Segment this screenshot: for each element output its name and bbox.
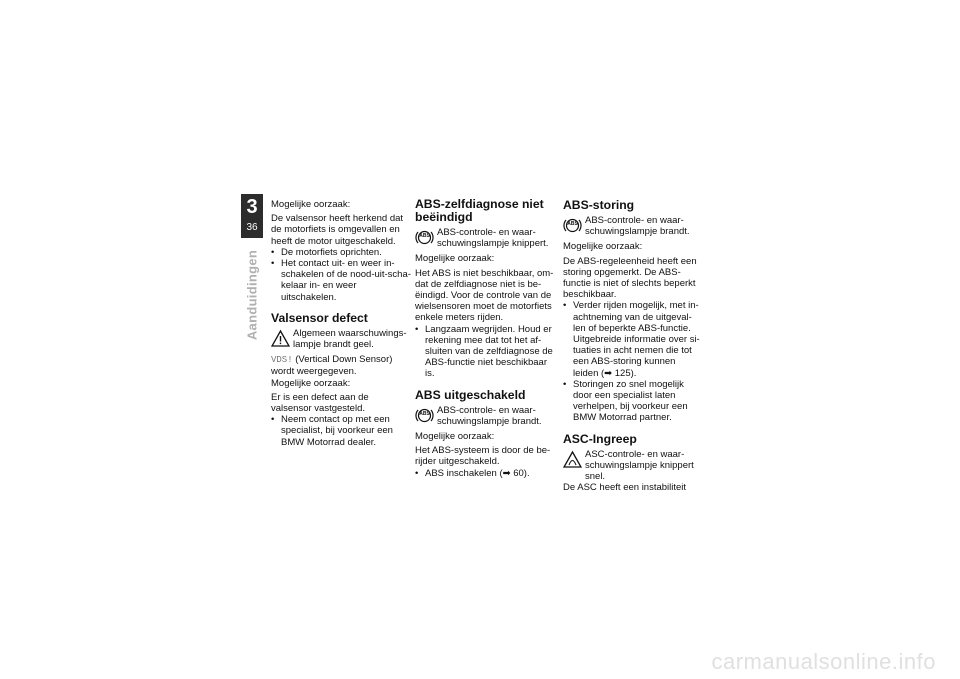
display-code-text: (Vertical Down Sensor) wordt weergegeven. bbox=[271, 354, 393, 378]
section-title-abs-fault: ABS-storing bbox=[563, 198, 635, 212]
icon-label: ABS bbox=[419, 410, 430, 417]
column-3 bbox=[563, 199, 703, 493]
list-item: • Het contact uit- en weer in-schakelen of de nood-uit-scha-kelaar in- en weer uitschakelen. bbox=[271, 258, 411, 303]
display-code: VDS! bbox=[271, 355, 293, 366]
cause-label: Mogelijke oorzaak: bbox=[271, 377, 351, 389]
body-text: De ASC heeft een instabiliteit bbox=[563, 482, 687, 494]
list-item: • Storingen zo snel mogelijk door een specialist laten verhelpen, bij voorkeur een BMW Motorrad partner. bbox=[563, 379, 703, 424]
warning-text: ASC-controle- en waar-schuwingslampje knippert snel. bbox=[585, 448, 694, 483]
warning-block bbox=[271, 328, 411, 350]
list-item: • Neem contact op met een specialist, bij voorkeur een BMW Motorrad dealer. bbox=[271, 414, 411, 448]
action-list bbox=[271, 414, 411, 448]
action-list bbox=[415, 324, 555, 380]
chapter-title: Aanduidingen bbox=[244, 249, 260, 341]
section-title-asc: ASC-Ingreep bbox=[563, 431, 637, 446]
list-item: • De motorfiets oprichten. bbox=[271, 247, 411, 258]
warning-text: ABS-controle- en waar-schuwingslampje knippert. bbox=[437, 227, 549, 250]
cause-label: Mogelijke oorzaak: bbox=[415, 431, 495, 443]
warning-block bbox=[563, 449, 703, 483]
warning-text: ABS-controle- en waar-schuwingslampje brandt. bbox=[437, 404, 542, 427]
icon-label: ABS bbox=[419, 233, 430, 239]
list-item: • ABS inschakelen (➡ 60). bbox=[415, 468, 555, 479]
asc-warning-icon bbox=[563, 450, 582, 469]
warning-block bbox=[415, 227, 555, 249]
section-title-valsensor: Valsensor defect bbox=[271, 310, 368, 325]
abs-warning-icon bbox=[563, 216, 582, 235]
list-item: • Verder rijden mogelijk, met in-achtneming van de uitgeval-len of beperkte ABS-functie. Uitgebreide informatie over si-tuaties in acht nemen die tot een ABS-storing kunnen leiden (➡ 125). bbox=[563, 300, 703, 378]
warning-text: ABS-controle- en waar-schuwingslampje brandt. bbox=[585, 215, 690, 238]
watermark: carmanualsonline.info bbox=[711, 649, 936, 674]
icon-label: ABS bbox=[567, 221, 578, 227]
cause-text: Het ABS-systeem is door de be-rijder uitgeschakeld. bbox=[415, 445, 551, 468]
column-1 bbox=[271, 199, 411, 448]
action-list bbox=[415, 468, 555, 479]
warning-text: Algemeen waarschuwings-lampje brandt geel. bbox=[293, 327, 407, 351]
cause-text: De ABS-regeleenheid heeft een storing opgemerkt. De ABS-functie is niet of slechts beperkt beschikbaar. bbox=[563, 255, 697, 301]
abs-warning-icon bbox=[415, 228, 434, 247]
cause-label: Mogelijke oorzaak: bbox=[415, 253, 495, 265]
cause-label: Mogelijke oorzaak: bbox=[271, 199, 351, 210]
display-message bbox=[271, 354, 411, 377]
chapter-tab bbox=[241, 194, 263, 238]
chapter-number: 3 bbox=[246, 196, 258, 218]
section-title-abs-selfdiagnosis: ABS-zelfdiagnose niet beëindigd bbox=[415, 197, 544, 224]
warning-triangle-icon bbox=[271, 329, 290, 348]
section-title-abs-off: ABS uitgeschakeld bbox=[415, 387, 526, 402]
column-2 bbox=[415, 198, 555, 479]
page-number: 36 bbox=[246, 222, 258, 233]
action-list bbox=[563, 300, 703, 423]
cause-label: Mogelijke oorzaak: bbox=[563, 241, 643, 253]
warning-block bbox=[563, 215, 703, 237]
cause-text: Er is een defect aan de valsensor vastgesteld. bbox=[271, 391, 369, 415]
cause-text: Het ABS is niet beschikbaar, om-dat de zelfdiagnose niet is be-ëindigd. Voor de controle van de wielsensoren moet de motorfiets enkele meters rijden. bbox=[415, 267, 554, 324]
warning-block bbox=[415, 405, 555, 427]
list-item: • Langzaam wegrijden. Houd er rekening mee dat tot het af-sluiten van de zelfdiagnose de ABS-functie niet beschikbaar is. bbox=[415, 324, 555, 380]
abs-warning-icon bbox=[415, 406, 434, 425]
action-list bbox=[271, 247, 411, 303]
cause-text: De valsensor heeft herkend dat de motorfiets is omgevallen en heeft de motor uitgeschakeld. bbox=[271, 213, 404, 247]
